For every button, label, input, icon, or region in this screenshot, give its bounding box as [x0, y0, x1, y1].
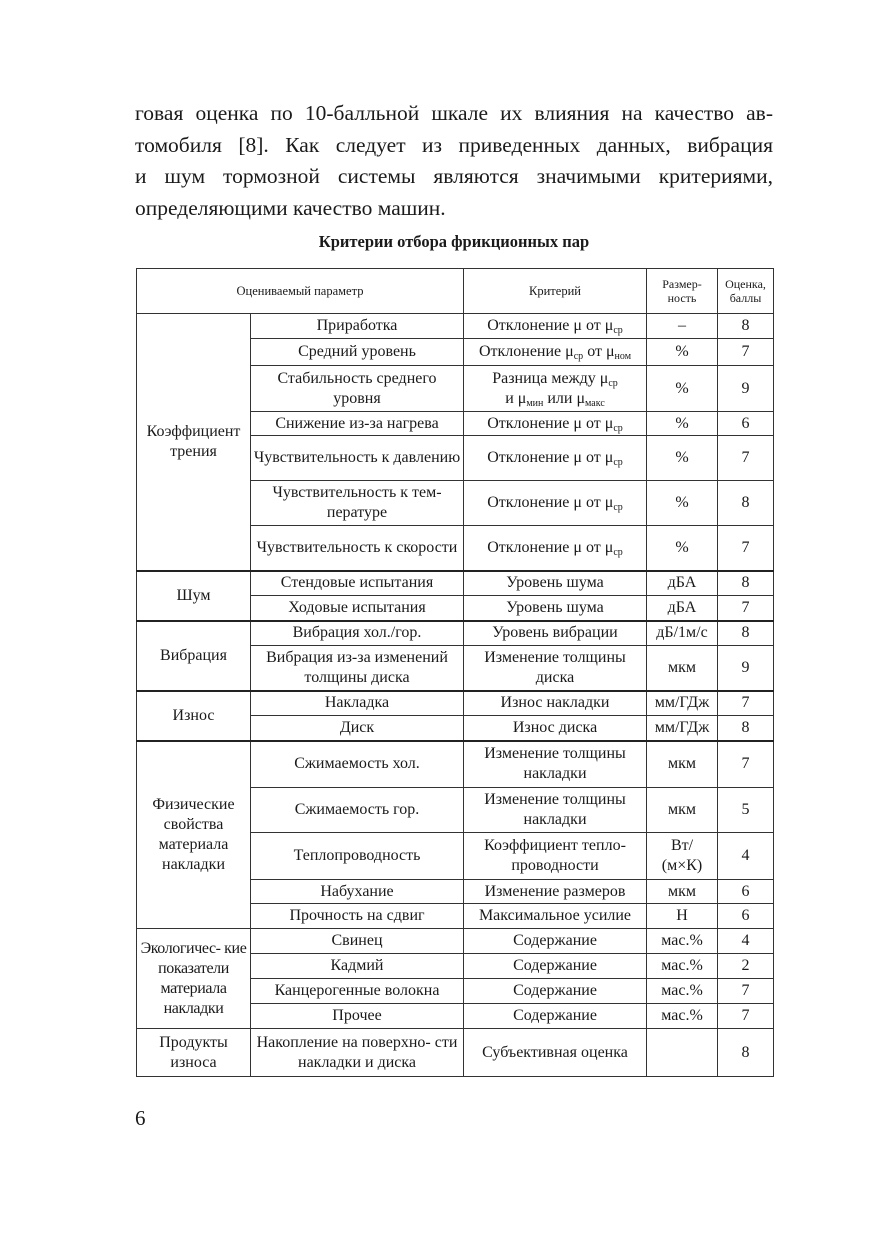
row-criterion: Отклонение μ от $\mu_{ср}$ [464, 412, 647, 436]
row-score: 8 [718, 716, 774, 741]
group-noise: Шум [137, 571, 251, 621]
row-subparam: Диск [251, 716, 464, 741]
row-dimension: % [647, 366, 718, 412]
row-criterion: Разница между $\mu_{ср}$ и $\mu_{мин}$ или $\mu_{макс}$ [464, 366, 647, 412]
row-subparam: Прочность на сдвиг [251, 904, 464, 929]
row-subparam: Стендовые испытания [251, 571, 464, 596]
row-score: 4 [718, 929, 774, 954]
row-dimension: % [647, 412, 718, 436]
group-products: Продукты износа [137, 1029, 251, 1077]
row-dimension: % [647, 481, 718, 526]
row-subparam: Вибрация из-за изменений толщины диска [251, 646, 464, 691]
page-number: 6 [135, 1106, 146, 1130]
table-header-row [137, 269, 774, 314]
paragraph-line: говая оценка по 10-балльной шкале их влияния на качество ав- [135, 101, 773, 125]
row-subparam: Вибрация хол./гор. [251, 621, 464, 646]
row-dimension: мас.% [647, 929, 718, 954]
table-caption: Критерии отбора фрикционных пар [318, 232, 590, 251]
row-dimension: % [647, 436, 718, 481]
row-score: 7 [718, 339, 774, 366]
row-score: 6 [718, 904, 774, 929]
row-subparam: Свинец [251, 929, 464, 954]
row-subparam: Стабильность среднего уровня [251, 366, 464, 412]
row-criterion: Содержание [464, 979, 647, 1004]
row-dimension: мкм [647, 646, 718, 691]
row-criterion: Отклонение μ от $\mu_{ср}$ [464, 314, 647, 339]
row-score: 7 [718, 436, 774, 481]
table-row [137, 929, 774, 954]
header-score: Оценка, баллы [718, 269, 774, 314]
group-friction: Коэффициент трения [137, 314, 251, 571]
row-criterion: Износ накладки [464, 691, 647, 716]
row-subparam: Чувствительность к тем- пературе [251, 481, 464, 526]
row-score: 7 [718, 979, 774, 1004]
row-dimension: мас.% [647, 1004, 718, 1029]
row-dimension: мас.% [647, 979, 718, 1004]
row-subparam: Прочее [251, 1004, 464, 1029]
row-score: 8 [718, 571, 774, 596]
row-dimension: мм/ГДж [647, 716, 718, 741]
criteria-table [136, 268, 774, 1077]
row-subparam: Накладка [251, 691, 464, 716]
header-criterion: Критерий [464, 269, 647, 314]
row-subparam: Теплопроводность [251, 833, 464, 880]
row-score: 4 [718, 833, 774, 880]
row-subparam: Сжимаемость хол. [251, 741, 464, 788]
table-row [137, 691, 774, 716]
row-dimension: Н [647, 904, 718, 929]
row-score: 2 [718, 954, 774, 979]
row-score: 8 [718, 481, 774, 526]
row-subparam: Приработка [251, 314, 464, 339]
table-row [137, 1029, 774, 1077]
row-subparam: Кадмий [251, 954, 464, 979]
row-dimension: Вт/ (м×К) [647, 833, 718, 880]
row-subparam: Средний уровень [251, 339, 464, 366]
group-vibration: Вибрация [137, 621, 251, 691]
row-subparam: Ходовые испытания [251, 596, 464, 621]
group-physical: Физические свойства материала накладки [137, 741, 251, 929]
row-criterion: Содержание [464, 954, 647, 979]
row-score: 5 [718, 788, 774, 833]
table-row [137, 621, 774, 646]
row-score: 9 [718, 646, 774, 691]
table-row [137, 314, 774, 339]
row-dimension: мкм [647, 880, 718, 904]
table-row [137, 571, 774, 596]
row-subparam: Сжимаемость гор. [251, 788, 464, 833]
row-criterion: Отклонение μ от $\mu_{ср}$ [464, 481, 647, 526]
row-criterion: Отклонение μ от $\mu_{ср}$ [464, 526, 647, 571]
row-subparam: Снижение из-за нагрева [251, 412, 464, 436]
row-criterion: Износ диска [464, 716, 647, 741]
row-criterion: Отклонение $\mu_{ср}$ от $\mu_{ном}$ [464, 339, 647, 366]
row-subparam: Набухание [251, 880, 464, 904]
row-score: 8 [718, 1029, 774, 1077]
row-score: 9 [718, 366, 774, 412]
row-dimension: дБА [647, 596, 718, 621]
header-dimension: Размер- ность [647, 269, 718, 314]
row-criterion: Содержание [464, 1004, 647, 1029]
row-score: 7 [718, 691, 774, 716]
row-dimension: мкм [647, 788, 718, 833]
row-criterion: Изменение толщины накладки [464, 741, 647, 788]
row-subparam: Чувствительность к скорости [251, 526, 464, 571]
row-score: 7 [718, 596, 774, 621]
header-param: Оцениваемый параметр [137, 269, 464, 314]
group-wear: Износ [137, 691, 251, 741]
row-subparam: Накопление на поверхно- сти накладки и диска [251, 1029, 464, 1077]
row-dimension: мм/ГДж [647, 691, 718, 716]
row-criterion: Содержание [464, 929, 647, 954]
row-score: 6 [718, 880, 774, 904]
row-criterion: Изменение толщины накладки [464, 788, 647, 833]
row-criterion: Субъективная оценка [464, 1029, 647, 1077]
body-paragraph [135, 98, 773, 224]
row-score: 8 [718, 314, 774, 339]
row-score: 7 [718, 526, 774, 571]
row-dimension: мас.% [647, 954, 718, 979]
row-score: 7 [718, 741, 774, 788]
row-dimension: мкм [647, 741, 718, 788]
paragraph-line: и шум тормозной системы являются значимыми критериями, [135, 164, 773, 188]
row-score: 8 [718, 621, 774, 646]
row-criterion: Изменение толщины диска [464, 646, 647, 691]
row-dimension: % [647, 526, 718, 571]
row-dimension: дБ/1м/с [647, 621, 718, 646]
paragraph-line: определяющими качество машин. [135, 195, 446, 220]
row-score: 7 [718, 1004, 774, 1029]
paragraph-line: томобиля [8]. Как следует из приведенных данных, вибрация [135, 132, 773, 157]
row-criterion: Отклонение μ от $\mu_{ср}$ [464, 436, 647, 481]
row-criterion: Изменение размеров [464, 880, 647, 904]
row-dimension: % [647, 339, 718, 366]
row-dimension: дБА [647, 571, 718, 596]
row-criterion: Максимальное усилие [464, 904, 647, 929]
row-subparam: Канцерогенные волокна [251, 979, 464, 1004]
row-score: 6 [718, 412, 774, 436]
row-subparam: Чувствительность к давлению [251, 436, 464, 481]
row-dimension: – [647, 314, 718, 339]
row-criterion: Коэффициент тепло- проводности [464, 833, 647, 880]
row-dimension [647, 1029, 718, 1077]
table-row [137, 741, 774, 788]
row-criterion: Уровень шума [464, 571, 647, 596]
row-criterion: Уровень вибрации [464, 621, 647, 646]
row-criterion: Уровень шума [464, 596, 647, 621]
group-ecology: Экологичес- кие показатели материала накладки [137, 929, 251, 1029]
